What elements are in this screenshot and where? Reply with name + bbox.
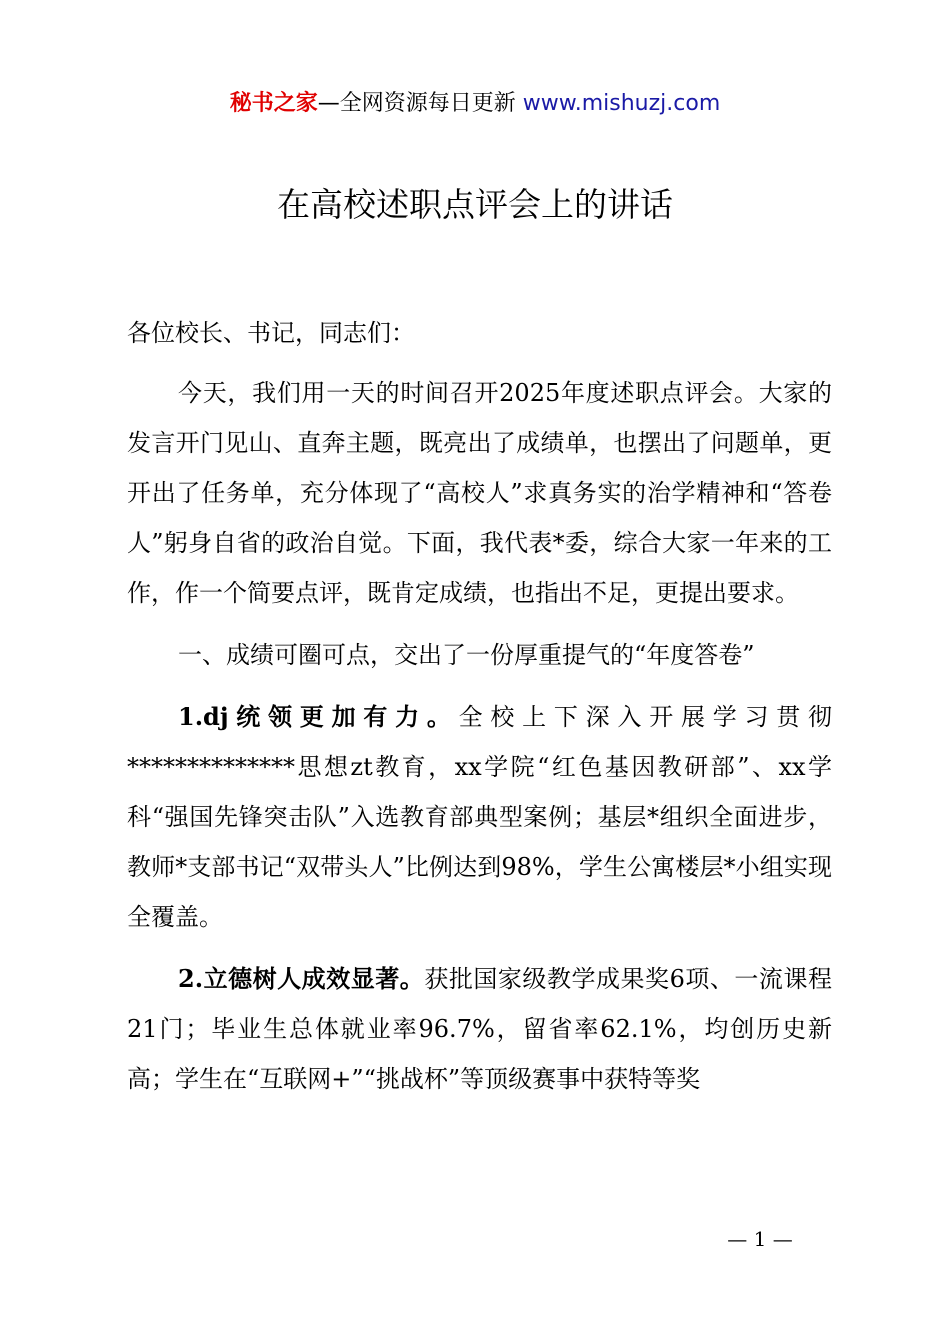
item-two-text: 获批国家级教学成果奖6项、一流课程21门；毕业生总体就业率96.7%，留省率62.1%，均创历史新高；学生在“互联网+”“挑战杯”等顶级赛事中获特等奖: [127, 965, 832, 1093]
header-slogan: —全网资源每日更新: [317, 91, 523, 116]
site-url-link[interactable]: www.mishuzj.com: [522, 91, 721, 116]
item-one-text: 全校上下深入开展学习贯彻**************思想zt教育，xx学院“红色基因教研部”、xx学科“强国先锋突击队”入选教育部典型案例；基层*组织全面进步，教师*支部书记“双带头人”比例达到98%，学生公寓楼层*小组实现全覆盖。: [127, 703, 833, 931]
item-two-lead: 2.立德树人成效显著。: [178, 964, 425, 993]
site-header: [0, 88, 950, 120]
item-one-lead: 1.dj统领更加有力。: [178, 702, 459, 731]
intro-paragraph: 今天，我们用一天的时间召开2025年度述职点评会。大家的发言开门见山、直奔主题，既亮出了成绩单，也摆出了问题单，更开出了任务单，充分体现了“高校人”求真务实的治学精神和“答卷人”躬身自省的政治自觉。下面，我代表*委，综合大家一年来的工作，作一个简要点评，既肯定成绩，也指出不足，更提出要求。: [127, 379, 832, 607]
brand-name: 秘书之家: [229, 91, 318, 116]
item-two-paragraph: [127, 954, 832, 1104]
page-number: — 1 —: [727, 1227, 793, 1251]
document-body: [127, 308, 832, 1104]
salutation: 各位校长、书记，同志们：: [127, 319, 415, 347]
section-one-heading: 一、成绩可圈可点，交出了一份厚重提气的“年度答卷”: [178, 641, 755, 669]
document-title: 在高校述职点评会上的讲话: [277, 185, 673, 224]
item-one-paragraph: [127, 692, 832, 942]
